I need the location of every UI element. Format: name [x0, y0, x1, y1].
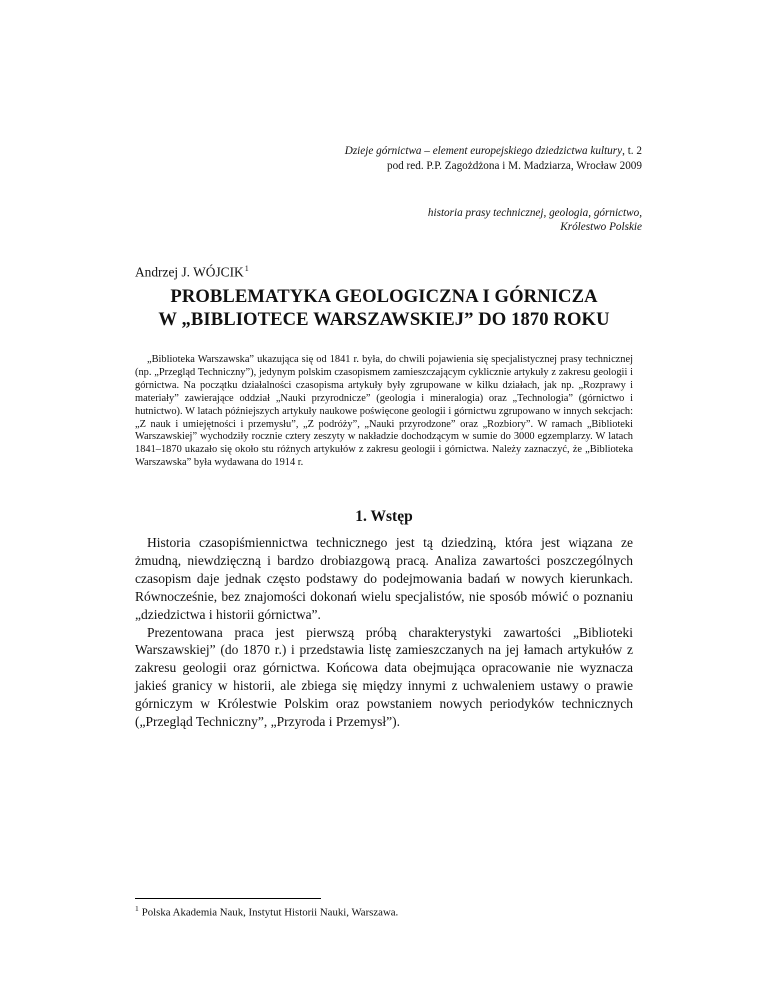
series-title-line: [345, 144, 642, 159]
series-header: [345, 144, 642, 174]
article-title-line-1: PROBLEMATYKA GEOLOGICZNA I GÓRNICZA: [170, 286, 598, 307]
series-volume: , t. 2: [622, 145, 642, 157]
body-text: [135, 534, 633, 731]
author-name: Andrzej J. WÓJCIK: [135, 264, 244, 280]
editors-line: pod red. P.P. Zagożdżona i M. Madziarza, Wrocław 2009: [386, 160, 642, 172]
section-heading: 1. Wstęp: [355, 508, 413, 525]
article-title: [120, 285, 648, 331]
article-title-line-2: W „BIBLIOTECE WARSZAWSKIEJ” DO 1870 ROKU: [158, 309, 610, 330]
keywords-line-1: historia prasy technicznej, geologia, górnictwo,: [427, 207, 642, 219]
series-title: Dzieje górnictwa – element europejskiego dziedzictwa kultury: [344, 145, 623, 157]
author-footnote-mark: 1: [244, 264, 249, 273]
footnote: [135, 904, 398, 919]
footnote-mark: 1: [135, 904, 139, 913]
keywords-line-2: Królestwo Polskie: [560, 221, 642, 233]
footnote-text: Polska Akademia Nauk, Instytut Historii Nauki, Warszawa.: [141, 906, 399, 919]
body-paragraph: Prezentowana praca jest pierwszą próbą charakterystyki zawartości „Biblioteki Warszawskiej” (do 1870 r.) i przedstawia listę zamieszczanych na jej łamach artykułów z zakresu geologii oraz górnictwa. Końcowa data obejmująca opracowanie nie wyznacza jakieś granicy w historii, ale zbiega się między innymi z uchwaleniem ustawy o prawie górniczym w Królestwie Polskim oraz powstaniem nowych periodyków technicznych („Przegląd Techniczny”, „Przyroda i Przemysł”).: [135, 624, 633, 730]
keywords: [428, 206, 642, 234]
footnote-divider: [135, 898, 321, 899]
author-line: [135, 264, 249, 280]
body-paragraph: Historia czasopiśmiennictwa technicznego jest tą dziedziną, która jest wiązana ze żmudną, niewdzięczną i bardzo drobiazgową pracą. Analiza zawartości poszczególnych czasopism daje jednak często podstawy do podejmowania badań w nowych kierunkach. Równocześnie, bez znajomości dokonań wielu specjalistów, nie sposób mówić o poznaniu „dziedzictwa i historii górnictwa”.: [135, 535, 633, 622]
abstract: „Biblioteka Warszawska” ukazująca się od 1841 r. była, do chwili pojawienia się specjalistycznej prasy technicznej (np. „Przegląd Techniczny”), jedynym polskim czasopismem zamieszczającym cyklicznie artykuły z zakresu geologii i górnictwa. Na początku działalności czasopisma artykuły były zgrupowane w kilku działach, jak np. „Rozprawy i materiały” zawierające oddział „Nauki przyrodnicze” (geologia i mineralogia) oraz „Technologia” (górnictwo i hutnictwo). W latach późniejszych artykuły naukowe poświęcone geologii i górnictwu zgrupowano w innych sekcjach: „Z nauk i umiejętności i przemysłu”, „Z podróży”, „Nauki przyrodzone” oraz „Rozbiory”. W ramach „Biblioteki Warszawskiej” wychodziły rocznie cztery zeszyty w nakładzie dochodzącym w sumie do 3000 egzemplarzy. W latach 1841–1870 ukazało się około stu różnych artykułów z zakresu geologii i górnictwa. Należy zaznaczyć, że „Biblioteka Warszawska” była wydawana do 1914 r.: [135, 354, 633, 469]
